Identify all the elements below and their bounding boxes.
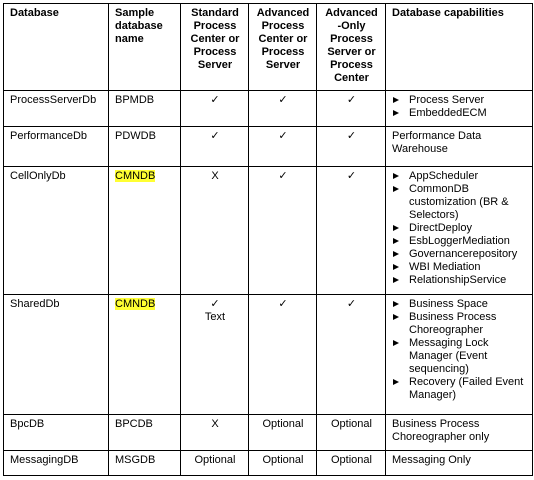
sample-name-text: BPCDB — [115, 418, 153, 430]
standard-note: Text — [204, 311, 226, 323]
cell-advanced-only: ✓ — [317, 295, 386, 415]
cell-advanced: ✓ — [249, 127, 317, 167]
column-header-advanced-only: Advanced -Only Process Server or Process Center — [317, 4, 386, 91]
cell-advanced-only: Optional — [317, 451, 386, 476]
cell-advanced-only: Optional — [317, 415, 386, 451]
cell-capabilities: Messaging Only — [386, 451, 533, 476]
cell-capabilities — [386, 295, 533, 415]
sample-name-text: PDWDB — [115, 130, 156, 142]
capability-item: AppScheduler — [392, 170, 527, 183]
table-row — [4, 127, 533, 167]
capability-list — [392, 298, 527, 402]
capability-list — [392, 94, 527, 120]
cell-advanced-only: ✓ — [317, 127, 386, 167]
cell-advanced-only: ✓ — [317, 91, 386, 127]
cell-sample-name — [109, 91, 181, 127]
capability-item: Business Space — [392, 298, 527, 311]
cell-advanced: ✓ — [249, 91, 317, 127]
capability-item: DirectDeploy — [392, 222, 527, 235]
cell-standard: ✓ — [181, 127, 249, 167]
sample-name-highlighted: CMNDB — [115, 170, 156, 182]
cell-sample-name — [109, 295, 181, 415]
database-table-container — [3, 3, 533, 476]
database-capabilities-table — [3, 3, 533, 476]
standard-check: ✓ — [210, 298, 220, 310]
capability-item: WBI Mediation — [392, 261, 527, 274]
sample-name-text: BPMDB — [115, 94, 155, 106]
cell-standard — [181, 295, 249, 415]
capability-item: RelationshipService — [392, 274, 527, 287]
cell-advanced-only: ✓ — [317, 167, 386, 295]
table-row — [4, 167, 533, 295]
table-row — [4, 91, 533, 127]
capability-item: Messaging Lock Manager (Event sequencing) — [392, 337, 527, 376]
cell-capabilities: Business Process Choreographer only — [386, 415, 533, 451]
cell-sample-name — [109, 415, 181, 451]
column-header-advanced: Advanced Process Center or Process Server — [249, 4, 317, 91]
cell-database: MessagingDB — [4, 451, 109, 476]
cell-sample-name — [109, 451, 181, 476]
cell-capabilities: Performance Data Warehouse — [386, 127, 533, 167]
cell-advanced: ✓ — [249, 295, 317, 415]
sample-name-text: MSGDB — [115, 454, 156, 466]
capability-item: Process Server — [392, 94, 527, 107]
column-header-sample-name: Sample database name — [109, 4, 181, 91]
cell-standard: ✓ — [181, 91, 249, 127]
table-row — [4, 451, 533, 476]
cell-database: PerformanceDb — [4, 127, 109, 167]
cell-advanced: ✓ — [249, 167, 317, 295]
cell-advanced: Optional — [249, 451, 317, 476]
cell-sample-name — [109, 167, 181, 295]
column-header-standard: Standard Process Center or Process Server — [181, 4, 249, 91]
table-row — [4, 415, 533, 451]
capability-item: CommonDB customization (BR & Selectors) — [392, 183, 527, 222]
cell-capabilities — [386, 167, 533, 295]
cell-database: CellOnlyDb — [4, 167, 109, 295]
cell-advanced: Optional — [249, 415, 317, 451]
cell-database: ProcessServerDb — [4, 91, 109, 127]
cell-standard: X — [181, 415, 249, 451]
table-header-row — [4, 4, 533, 91]
cell-sample-name — [109, 127, 181, 167]
capability-list — [392, 170, 527, 287]
capability-item: Governancerepository — [392, 248, 527, 261]
capability-item: EmbeddedECM — [392, 107, 527, 120]
capability-item: Recovery (Failed Event Manager) — [392, 376, 527, 402]
cell-database: SharedDb — [4, 295, 109, 415]
capability-item: EsbLoggerMediation — [392, 235, 527, 248]
column-header-capabilities: Database capabilities — [386, 4, 533, 91]
capability-item: Business Process Choreographer — [392, 311, 527, 337]
cell-capabilities — [386, 91, 533, 127]
sample-name-highlighted: CMNDB — [115, 298, 156, 310]
table-row — [4, 295, 533, 415]
cell-standard: X — [181, 167, 249, 295]
cell-standard: Optional — [181, 451, 249, 476]
column-header-database: Database — [4, 4, 109, 91]
cell-database: BpcDB — [4, 415, 109, 451]
